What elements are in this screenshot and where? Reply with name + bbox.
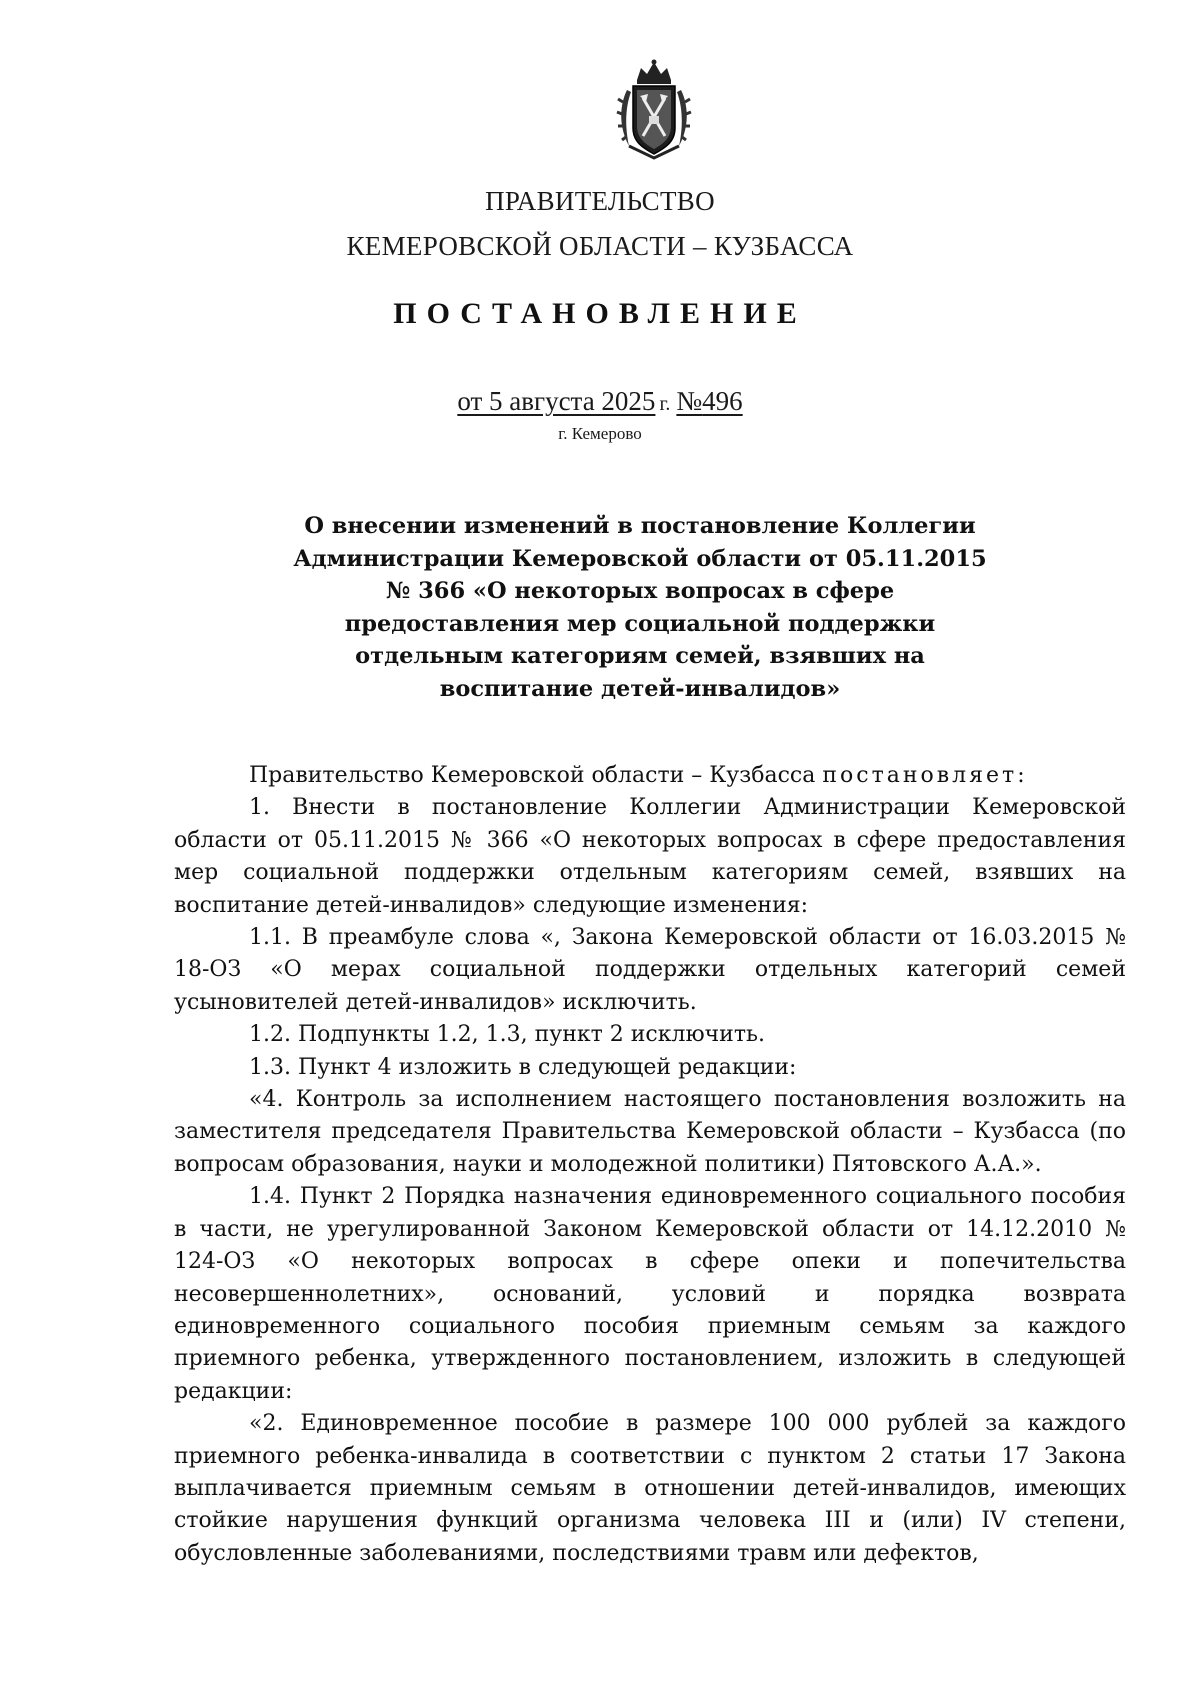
title-line: Администрации Кемеровской области от 05.11.2015 [293, 545, 987, 572]
document-title [290, 510, 990, 705]
title-line: предоставления мер социальной поддержки [344, 610, 936, 637]
title-line: отдельным категориям семей, взявших на [355, 643, 925, 669]
paragraph-1: 1. Внести в постановление Коллегии Администрации Кемеровской области от 05.11.2015 № 366 «О некоторых вопросах в сфере предоставления мер социальной поддержки отдельным категориям семей, взявших на воспитание детей-инвалидов» следующие изменения: [174, 795, 1126, 918]
org-name-line1: ПРАВИТЕЛЬСТВО [485, 186, 715, 216]
document-date: от 5 августа 2025 [457, 386, 656, 416]
intro-text: Правительство Кемеровской области – Кузбасса [249, 763, 823, 788]
intro-paragraph [174, 760, 1126, 792]
paragraph-1-2: 1.2. Подпункты 1.2, 1.3, пункт 2 исключить. [249, 1022, 765, 1048]
title-line: О внесении изменений в постановление Коллегии [304, 513, 976, 539]
year-suffix: г. [659, 393, 671, 415]
coat-of-arms-icon [615, 58, 693, 160]
document-number: 496 [702, 386, 743, 416]
paragraph-1-4: 1.4. Пункт 2 Порядка назначения единовременного социального пособия в части, не урегулированной Законом Кемеровской области от 14.12.2010 № 124-ОЗ «О некоторых вопросах в сфере опеки и попечительства несовершеннолетних», оснований, условий и порядка возврата единовременного социального пособия приемным семьям за каждого приемного ребенка, утвержденного постановлением, изложить в следующей редакции: [174, 1184, 1126, 1404]
title-line: воспитание детей-инвалидов» [439, 675, 841, 702]
number-label: № [676, 386, 703, 416]
paragraph-1-1: 1.1. В преамбуле слова «, Закона Кемеровской области от 16.03.2015 № 18-ОЗ «О мерах социальной поддержки отдельных категорий семей усыновителей детей-инвалидов» исключить. [174, 925, 1126, 1015]
quoted-item-2: «2. Единовременное пособие в размере 100 000 рублей за каждого приемного ребенка-инвалида в соответствии с пунктом 2 статьи 17 Закона выплачивается приемным семьям в отношении детей-инвалидов, имеющих стойкие нарушения функций организма человека III и (или) IV степени, обусловленные заболеваниями, последствиями травм или дефектов, [174, 1411, 1126, 1566]
date-number-line [0, 386, 1200, 417]
decree-word: постановляет: [822, 763, 1028, 788]
paragraph-1-3: 1.3. Пункт 4 изложить в следующей редакции: [249, 1054, 797, 1080]
document-type: ПОСТАНОВЛЕНИЕ [393, 297, 807, 330]
city-name: г. Кемерово [558, 424, 642, 443]
org-name-line2: КЕМЕРОВСКОЙ ОБЛАСТИ – КУЗБАССА [346, 231, 854, 261]
quoted-item-4: «4. Контроль за исполнением настоящего постановления возложить на заместителя председателя Правительства Кемеровской области – Кузбасса (по вопросам образования, науки и молодежной политики) Пятовского А.А.». [174, 1087, 1126, 1177]
document-body [174, 760, 1126, 1570]
title-line: № 366 «О некоторых вопросах в сфере [385, 578, 895, 604]
